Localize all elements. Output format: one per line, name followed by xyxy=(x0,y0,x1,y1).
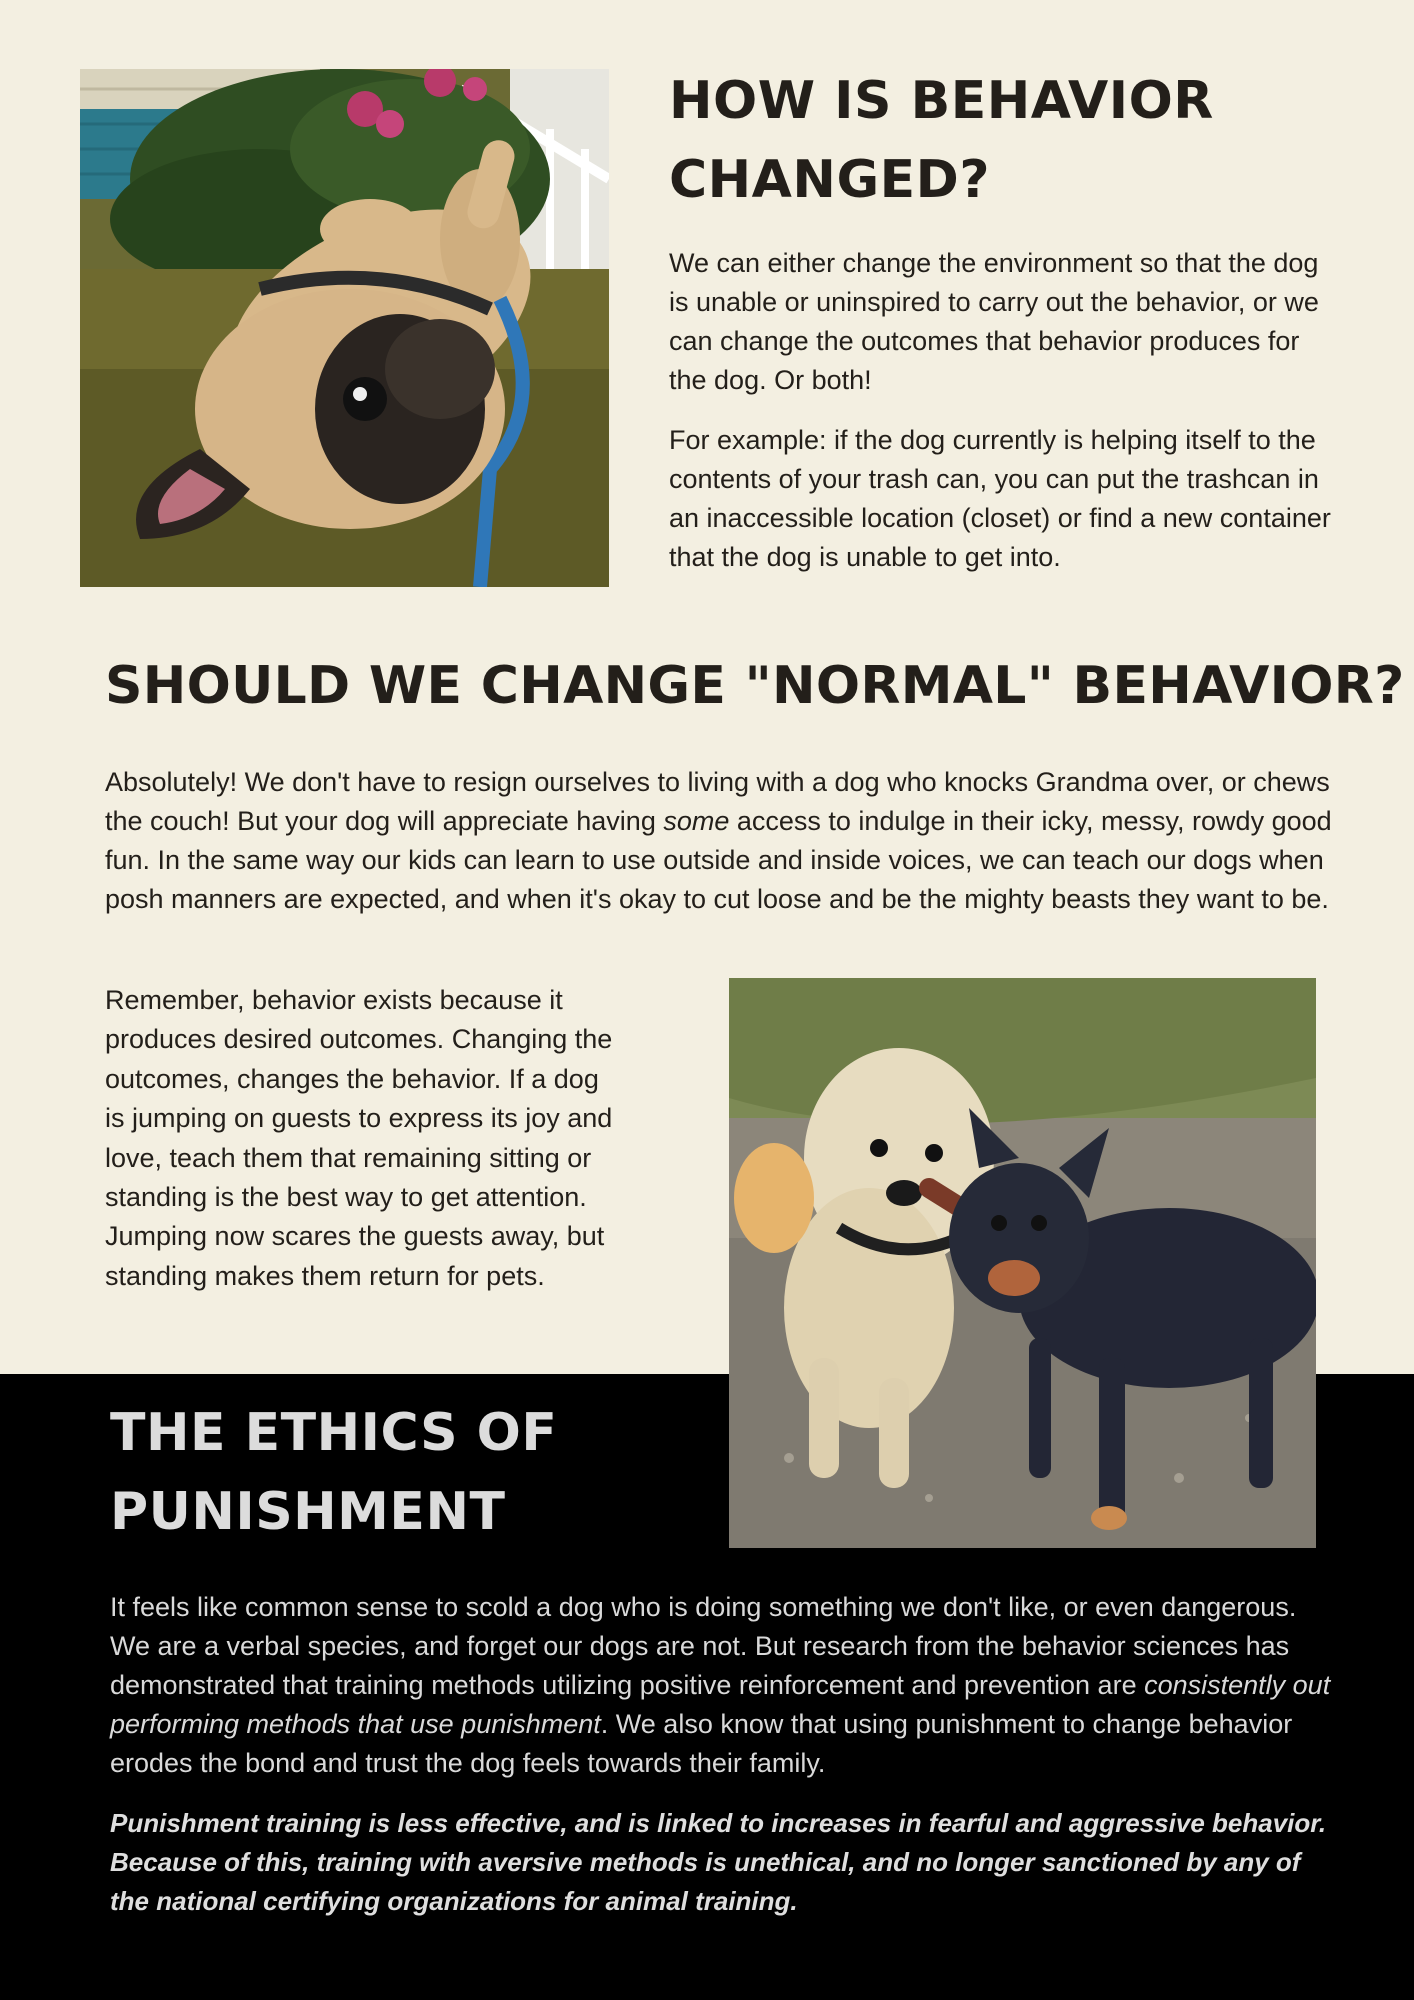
title-should-we-change-normal-behavior: SHOULD WE CHANGE "NORMAL" BEHAVIOR? xyxy=(105,656,1405,716)
remember-paragraph: Remember, behavior exists because it produces desired outcomes. Changing the outcomes, changes the behavior. If a dog is jumping on guests to express its joy and love, teach them that remaining sitting or standing is the best way to get attention. Jumping now scares the guests away, but standing makes them return for pets. xyxy=(105,985,613,1291)
behavior-paragraph-2: For example: if the dog currently is helping itself to the contents of your trash can, you can put the trashcan in an inaccessible location (closet) or find a new container that the dog is unable to get into. xyxy=(669,425,1331,572)
normal-text-end: access to indulge in their icky, messy, rowdy good fun. In the same way our kids can learn to use outside and inside voices, we can teach our dogs when posh manners are expected, and when it's okay to cut loose and be the mighty beasts they want to be. xyxy=(105,806,1332,914)
ethics-text-start: It feels like common sense to scold a dog who is doing something we don't like, or even dangerous. We are a verbal species, and forget our dogs are not. But research from the behavior sciences has demonstrated that training methods utilizing positive reinforcement and prevention are xyxy=(110,1592,1297,1700)
behavior-paragraph-1: We can either change the environment so that the dog is unable or uninspired to carry out the behavior, or we can change the outcomes that behavior produces for the dog. Or both! xyxy=(669,248,1319,395)
normal-behavior-paragraph xyxy=(105,763,1345,919)
ethics-strong-statement: Punishment training is less effective, and is linked to increases in fearful and aggressive behavior. Because of this, training with aversive methods is unethical, and no longer sanctioned by any of the national certifying organizations for animal training. xyxy=(110,1808,1327,1916)
normal-text-start: Absolutely! We don't have to resign ourselves to living with a dog who knocks Grandma over, or chews the couch! But your dog will appreciate having xyxy=(105,767,1330,836)
ethics-text-emphasis: consistently out performing methods that use punishment xyxy=(110,1670,1331,1739)
behavior-body xyxy=(669,244,1339,598)
ethics-paragraph xyxy=(110,1588,1340,1783)
title-ethics-of-punishment: THE ETHICS OF PUNISHMENT xyxy=(110,1403,558,1542)
photo-french-bulldog xyxy=(80,69,609,587)
photo-two-dogs-tug xyxy=(729,978,1316,1548)
ethics-text-end: . We also know that using punishment to change behavior erodes the bond and trust the dog feels towards their family. xyxy=(110,1709,1293,1778)
normal-text-emphasis: some xyxy=(663,806,730,836)
title-how-is-behavior-changed: HOW IS BEHAVIOR CHANGED? xyxy=(669,71,1214,210)
